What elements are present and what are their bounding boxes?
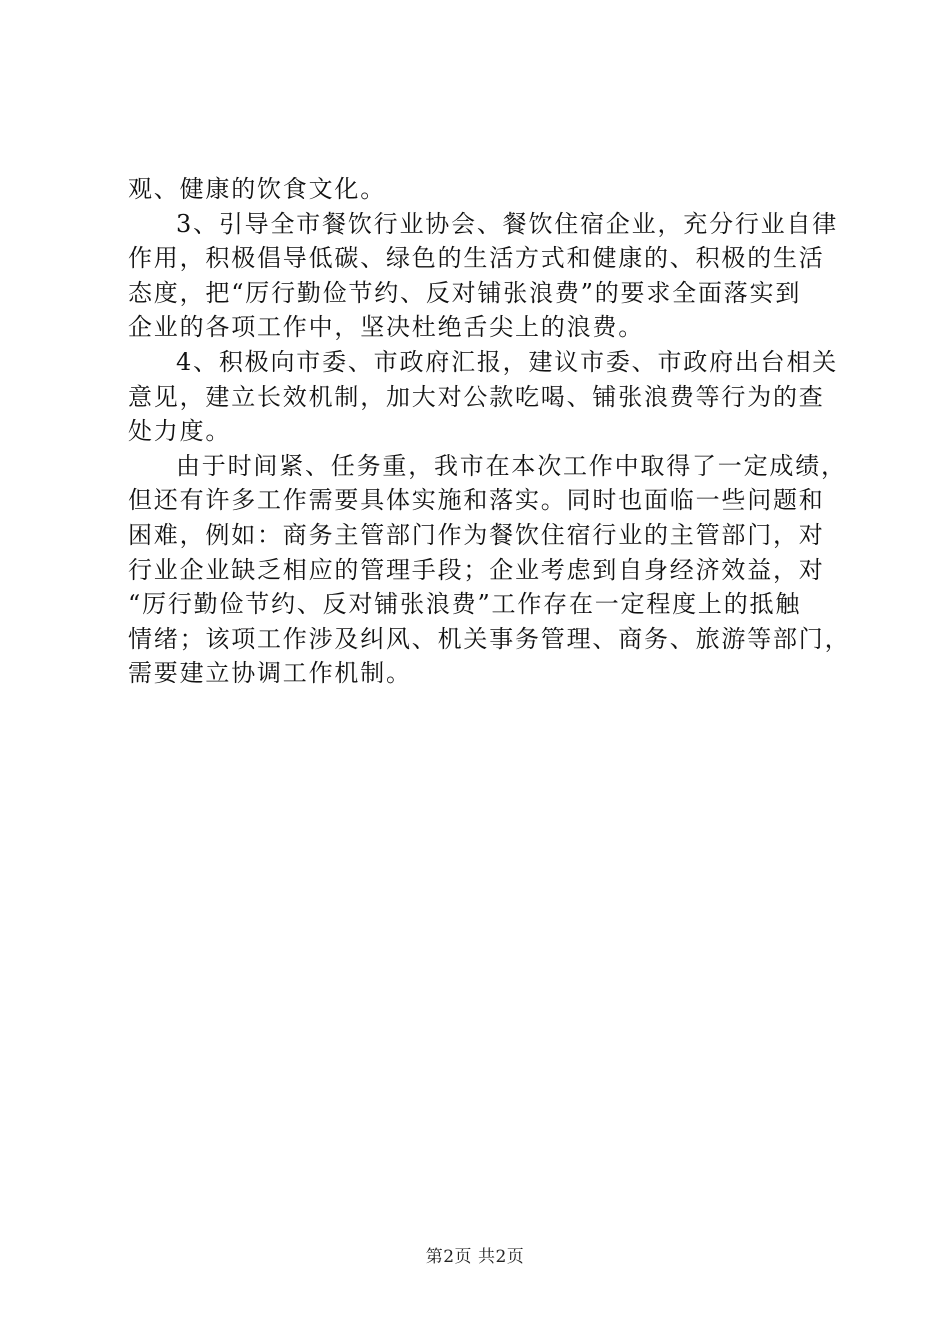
page-footer: 第2页 共2页	[425, 1247, 525, 1267]
text-line: 观、健康的饮食文化。	[128, 175, 386, 203]
document-body	[128, 172, 851, 691]
text-line: 4、积极向市委、市政府汇报，建议市委、市政府出台相关	[176, 347, 839, 376]
text-line: 行业企业缺乏相应的管理手段；企业考虑到自身经济效益，对	[128, 555, 825, 584]
text-line: 3、引导全市餐饮行业协会、餐饮住宿企业，充分行业自律	[176, 209, 839, 238]
text-line: 意见，建立长效机制，加大对公款吃喝、铺张浪费等行为的查	[128, 382, 825, 411]
text-line: 处力度。	[128, 417, 232, 446]
text-line: 需要建立协调工作机制。	[128, 659, 412, 688]
text-line: 企业的各项工作中，坚决杜绝舌尖上的浪费。	[128, 313, 644, 342]
text-line: 困难，例如：商务主管部门作为餐饮住宿行业的主管部门，对	[128, 520, 825, 549]
text-line: 情绪；该项工作涉及纠风、机关事务管理、商务、旅游等部门，	[128, 624, 851, 653]
text-line: 作用，积极倡导低碳、绿色的生活方式和健康的、积极的生活	[128, 244, 825, 273]
text-line: 但还有许多工作需要具体实施和落实。同时也面临一些问题和	[128, 486, 825, 515]
text-line: 态度，把“厉行勤俭节约、反对铺张浪费”的要求全面落实到	[128, 278, 802, 307]
text-line: 由于时间紧、任务重，我市在本次工作中取得了一定成绩，	[176, 451, 847, 480]
text-line: “厉行勤俭节约、反对铺张浪费”工作存在一定程度上的抵触	[128, 590, 802, 619]
